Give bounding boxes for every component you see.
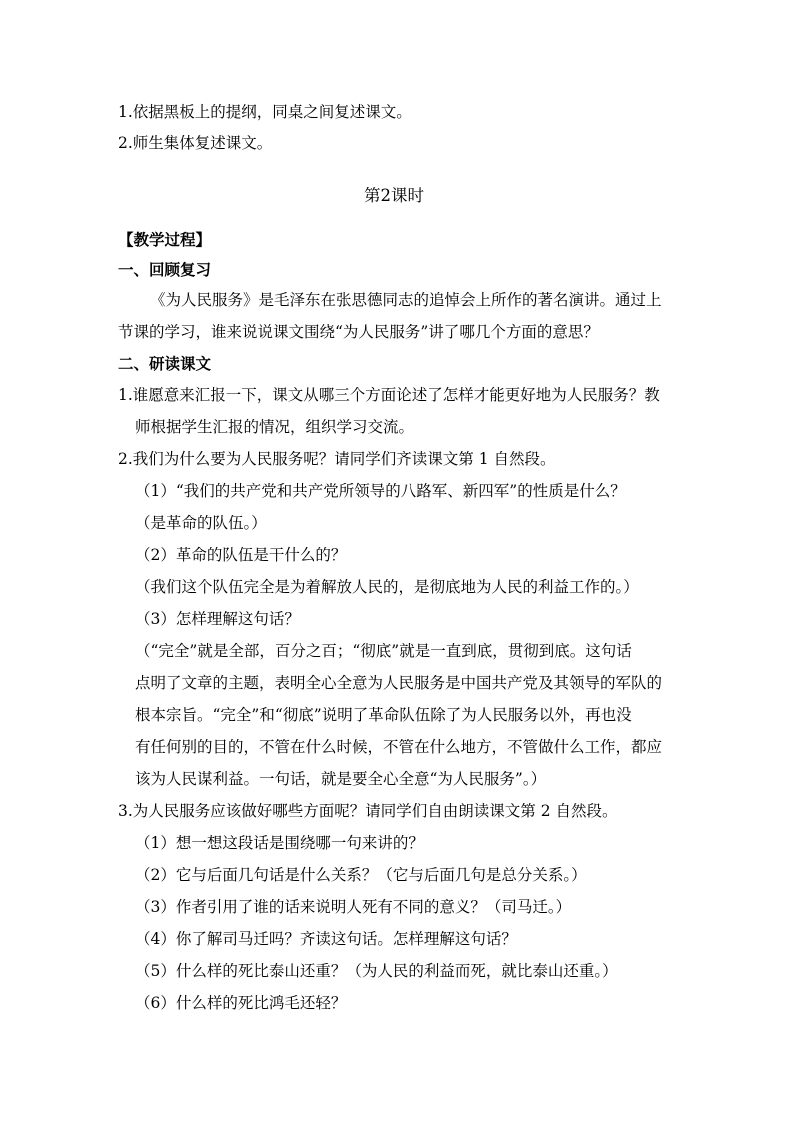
study-item-3: 3.为人民服务应该做好哪些方面呢？请同学们自由朗读课文第 2 自然段。 bbox=[118, 802, 618, 820]
study-item-1-line-2: 师根据学生汇报的情况，组织学习交流。 bbox=[135, 418, 415, 436]
answer-3-line-2: 点明了文章的主题，表明全心全意为人民服务是中国共产党及其领导的军队的 bbox=[135, 674, 663, 692]
question-9: （6）什么样的死比鸿毛还轻？ bbox=[135, 994, 347, 1012]
review-paragraph-line-1: 《为人民服务》是毛泽东在张思德同志的追悼会上所作的著名演讲。通过上 bbox=[150, 291, 662, 309]
question-4: （1）想一想这段话是围绕哪一句来讲的？ bbox=[135, 834, 424, 852]
study-item-2: 2.我们为什么要为人民服务呢？请同学们齐读课文第 1 自然段。 bbox=[118, 450, 556, 468]
study-item-1-line-1: 1.谁愿意来汇报一下，课文从哪三个方面论述了怎样才能更好地为人民服务？教 bbox=[118, 386, 660, 404]
answer-3-line-5: 该为人民谋利益。一句话，就是要全心全意“为人民服务”。） bbox=[135, 770, 547, 788]
review-step-2: 2.师生集体复述课文。 bbox=[118, 134, 273, 152]
answer-3-line-3: 根本宗旨。“完全”和“彻底”说明了革命队伍除了为人民服务以外，再也没 bbox=[135, 706, 632, 724]
section-heading-review: 一、回顾复习 bbox=[118, 260, 212, 279]
review-step-1: 1.依据黑板上的提纲，同桌之间复述课文。 bbox=[118, 103, 412, 121]
question-2: （2）革命的队伍是干什么的？ bbox=[135, 546, 347, 564]
answer-3-line-1: （“完全”就是全部，百分之百；“彻底”就是一直到底，贯彻到底。这句话 bbox=[135, 642, 632, 660]
answer-1: （是革命的队伍。） bbox=[135, 514, 267, 532]
review-paragraph-line-2: 节课的学习，谁来说说课文围绕“为人民服务”讲了哪几个方面的意思？ bbox=[118, 323, 599, 341]
question-6: （3）作者引用了谁的话来说明人死有不同的意义？（司马迁。） bbox=[135, 898, 572, 916]
question-3: （3）怎样理解这句话？ bbox=[135, 610, 300, 628]
section-heading-teaching-process: 【教学过程】 bbox=[118, 230, 212, 249]
question-5: （2）它与后面几句话是什么关系？（它与后面几句是总分关系。） bbox=[135, 866, 587, 884]
lesson-title: 第2课时 bbox=[364, 186, 424, 205]
answer-3-line-4: 有任何别的目的，不管在什么时候，不管在什么地方，不管做什么工作，都应 bbox=[135, 738, 663, 756]
section-heading-study-text: 二、研读课文 bbox=[118, 354, 212, 373]
question-1: （1）“我们的共产党和共产党所领导的八路军、新四军”的性质是什么？ bbox=[135, 482, 626, 500]
answer-2: （我们这个队伍完全是为着解放人民的，是彻底地为人民的利益工作的。） bbox=[135, 578, 639, 596]
question-7: （4）你了解司马迁吗？齐读这句话。怎样理解这句话？ bbox=[135, 930, 517, 948]
question-8: （5）什么样的死比泰山还重？（为人民的利益而死，就比泰山还重。） bbox=[135, 962, 618, 980]
